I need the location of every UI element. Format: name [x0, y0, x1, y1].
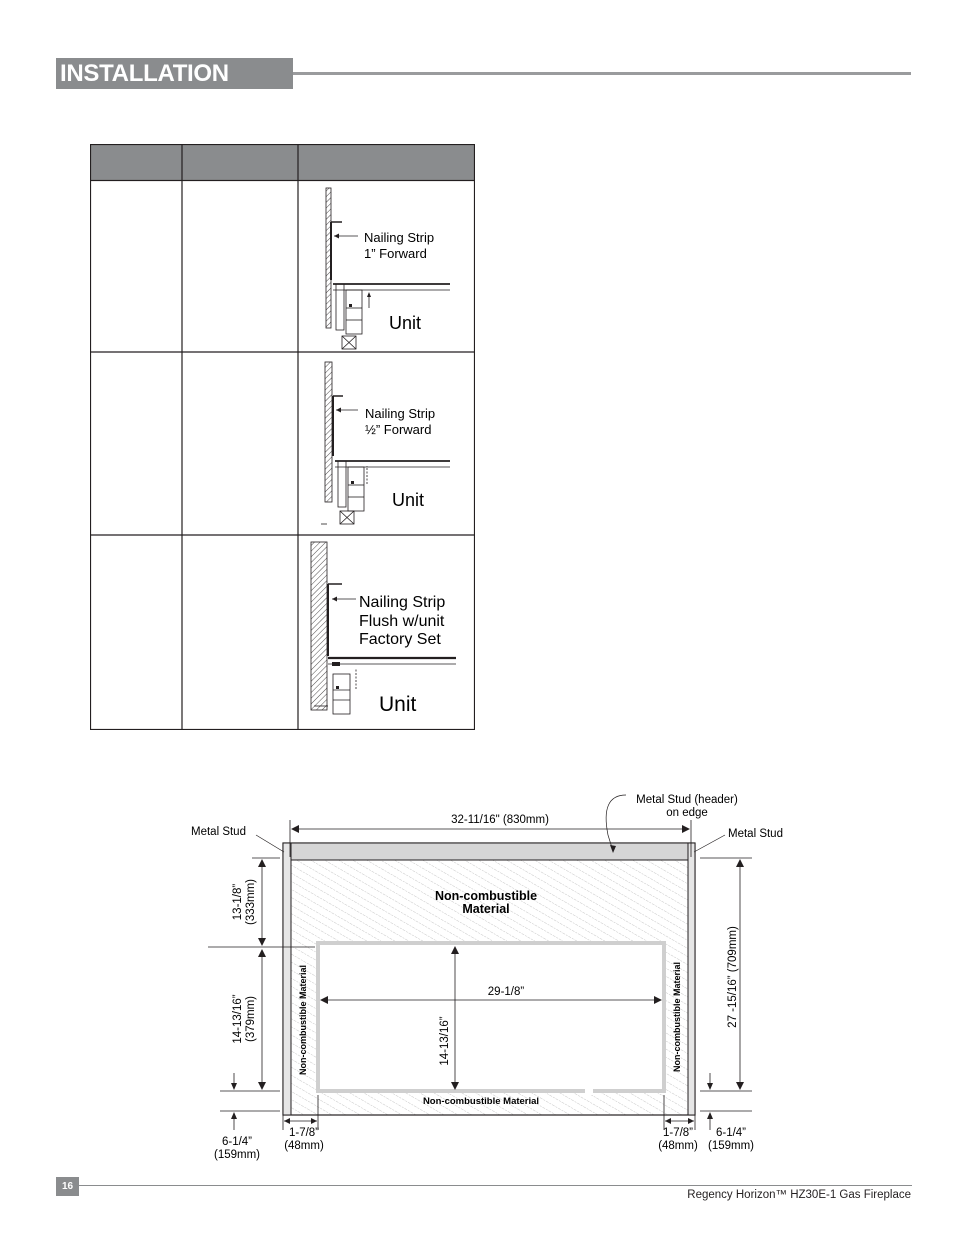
dim-bottom-left-1: 6-1/4”: [221, 1136, 253, 1148]
label-metal-stud-left: Metal Stud: [191, 826, 246, 838]
arrow-head: [334, 234, 339, 239]
unit-detail: [336, 686, 339, 689]
arrow-head: [707, 1112, 713, 1119]
footer-rule: [79, 1185, 912, 1186]
label-noncombustible-bottom: Non-combustible Material: [422, 1096, 540, 1107]
arrow-head: [736, 859, 744, 867]
label-noncombustible-left: Non-combustible Material: [298, 964, 308, 1076]
unit-label: Unit: [392, 490, 425, 510]
arrow-head: [311, 1118, 317, 1124]
dim-bottom-right-1: 6-1/4”: [715, 1127, 747, 1139]
dim-top-height-2: (333mm): [245, 878, 257, 926]
unit-frame: [333, 674, 350, 714]
table-header-row: [91, 145, 475, 181]
dim-side-left-2: (48mm): [284, 1140, 324, 1152]
strip-label-line-1: Nailing Strip: [364, 230, 435, 245]
dim-top-height-1: 13-1/8”: [232, 883, 244, 921]
strip-label-line-2: Flush w/unit: [359, 613, 445, 630]
header-rule: [293, 72, 911, 75]
arrow-head: [231, 1112, 237, 1119]
strip-label-line-2: ½” Forward: [365, 422, 432, 437]
strip-label-line-1: Nailing Strip: [359, 594, 446, 611]
arrow-head: [258, 949, 266, 957]
label-header-line-2: on edge: [666, 807, 708, 819]
arrow-head: [258, 859, 266, 867]
framing-clearance-diagram: [180, 785, 800, 1170]
arrow-head: [231, 1083, 237, 1090]
strip-label-line-1: Nailing Strip: [365, 406, 436, 421]
unit-frame: [336, 284, 344, 330]
dim-bottom-right-2: (159mm): [707, 1140, 755, 1152]
section-title: INSTALLATION: [60, 60, 229, 87]
arrow-head: [332, 597, 337, 602]
unit-label: Unit: [389, 313, 422, 333]
dim-opening-height-1: 14-13/16”: [232, 994, 244, 1044]
label-noncombustible-right: Non-combustible Material: [672, 961, 682, 1073]
opening-gap: [585, 1083, 593, 1095]
diagram-nailing-strip-flush: [311, 542, 456, 716]
dim-bottom-left-2: (159mm): [213, 1149, 261, 1161]
unit-frame: [346, 290, 362, 334]
diagram-nailing-strip-1in: [326, 188, 450, 349]
dim-side-right-2: (48mm): [658, 1140, 698, 1152]
document-title: Regency Horizon™ HZ30E-1 Gas Fireplace: [687, 1189, 911, 1201]
unit-label: Unit: [379, 693, 417, 716]
label-noncombustible-top-2: Material: [462, 902, 510, 916]
arrow-head: [707, 1083, 713, 1090]
dim-opening-inner-height: 14-13/16”: [439, 1016, 451, 1066]
page-number: 16: [61, 1181, 74, 1192]
arrow-head: [682, 825, 690, 833]
dim-opening-height-2: (379mm): [245, 995, 257, 1043]
wall-board: [325, 362, 332, 502]
dim-side-left-1: 1-7/8”: [288, 1127, 320, 1139]
metal-stud-right: [688, 843, 695, 1115]
strip-label-line-2: 1” Forward: [364, 246, 427, 261]
unit-detail: [332, 662, 340, 666]
metal-stud-header: [290, 843, 690, 860]
unit-detail: [351, 481, 354, 484]
arrow-head: [258, 1082, 266, 1090]
leader-line: [256, 835, 284, 852]
dim-side-right-1: 1-7/8”: [662, 1127, 694, 1139]
leader-line: [694, 835, 725, 852]
dim-right-height: 27 -15/16” (709mm): [727, 926, 739, 1028]
dim-opening-width: 29-1/8”: [487, 986, 525, 998]
arrow-head: [736, 1082, 744, 1090]
arrow-head: [367, 292, 371, 297]
arrow-head: [284, 1118, 290, 1124]
arrow-head: [336, 408, 341, 413]
fireplace-opening: [318, 943, 664, 1091]
unit-frame: [348, 467, 364, 511]
label-header-line-1: Metal Stud (header): [636, 794, 738, 806]
arrow-head: [688, 1118, 694, 1124]
arrow-head: [258, 938, 266, 946]
dim-overall-width: 32-11/16" (830mm): [451, 814, 549, 826]
strip-label-line-3: Factory Set: [359, 631, 441, 648]
label-metal-stud-right: Metal Stud: [728, 828, 783, 840]
wall-finish-table: [90, 144, 475, 730]
label-noncombustible-top-1: Non-combustible: [434, 889, 538, 903]
unit-frame: [338, 461, 346, 507]
arrow-head: [665, 1118, 671, 1124]
metal-stud-left: [283, 843, 291, 1115]
arrow-head: [291, 825, 299, 833]
unit-detail: [349, 304, 352, 307]
wall-board: [311, 542, 327, 710]
diagram-nailing-strip-half-in: [321, 362, 450, 524]
